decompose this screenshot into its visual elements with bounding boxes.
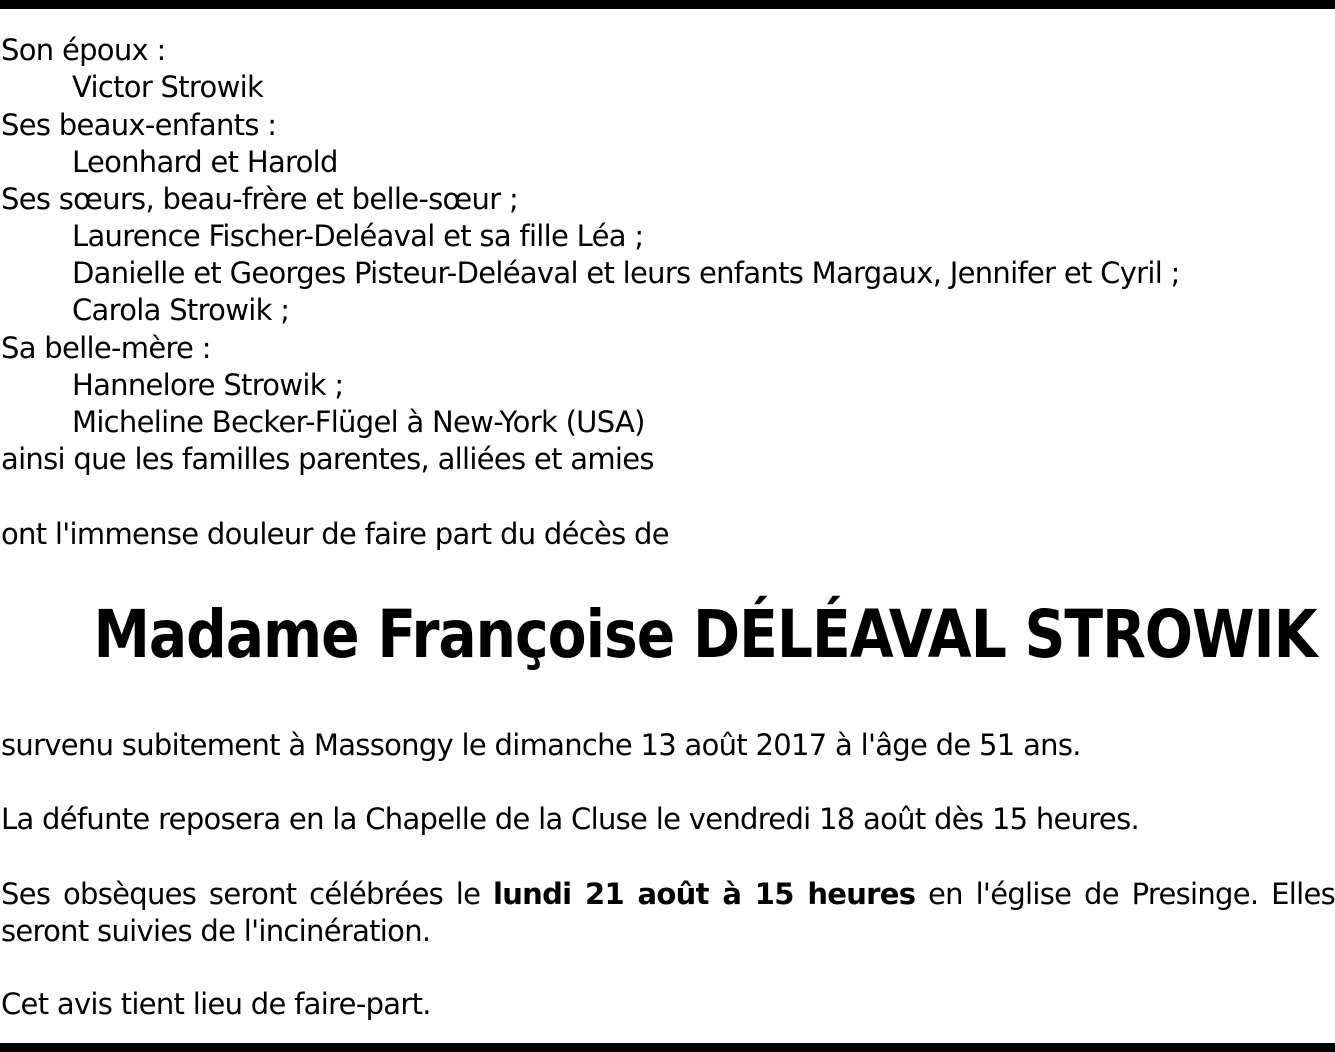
bottom-rule xyxy=(0,1043,1335,1052)
stepchildren-names: Leonhard et Harold xyxy=(72,145,338,179)
sibling-line: Carola Strowik ; xyxy=(72,293,290,327)
relatives-line: ainsi que les familles parentes, alliées et amies xyxy=(1,442,654,476)
mother-in-law-line: Hannelore Strowik ; xyxy=(72,368,344,402)
spouse-heading: Son époux : xyxy=(1,33,166,67)
sibling-line: Laurence Fischer-Deléaval et sa fille Léa ; xyxy=(72,219,644,253)
funeral-details xyxy=(1,876,1335,950)
announcement-intro: ont l'immense douleur de faire part du décès de xyxy=(1,517,669,551)
death-details: survenu subitement à Massongy le dimanche 13 août 2017 à l'âge de 51 ans. xyxy=(1,728,1081,762)
funeral-date-time: lundi 21 août à 15 heures xyxy=(492,877,916,911)
stepchildren-heading: Ses beaux-enfants : xyxy=(1,108,277,142)
siblings-heading: Ses sœurs, beau-frère et belle-sœur ; xyxy=(1,182,519,216)
deceased-name: Madame Françoise DÉLÉAVAL STROWIK xyxy=(93,596,1317,673)
mother-in-law-heading: Sa belle-mère : xyxy=(1,331,211,365)
closing-note: Cet avis tient lieu de faire-part. xyxy=(1,987,431,1021)
sibling-line: Danielle et Georges Pisteur-Deléaval et leurs enfants Margaux, Jennifer et Cyril ; xyxy=(72,256,1180,290)
mother-in-law-line: Micheline Becker-Flügel à New-York (USA) xyxy=(72,405,645,439)
viewing-details: La défunte reposera en la Chapelle de la Cluse le vendredi 18 août dès 15 heures. xyxy=(1,802,1139,836)
spouse-name: Victor Strowik xyxy=(72,70,264,104)
funeral-text-end: en l'église de Presinge. Elles seront suivies de l'incinération. xyxy=(1,877,1335,948)
funeral-text-start: Ses obsèques seront célébrées le xyxy=(1,877,493,911)
top-rule xyxy=(0,0,1335,9)
